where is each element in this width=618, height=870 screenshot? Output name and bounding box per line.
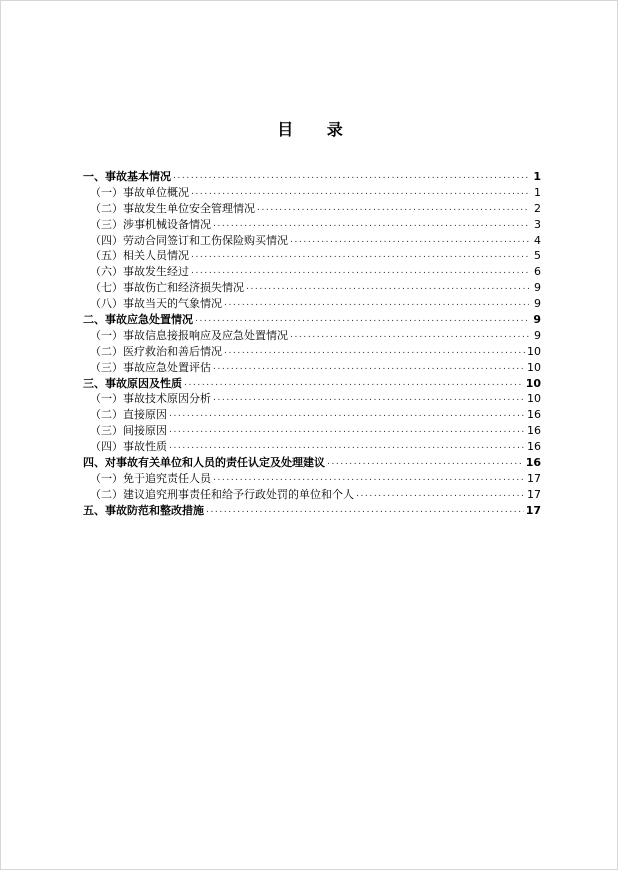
toc-page-number: 16 <box>527 440 541 454</box>
toc-subsection-entry[interactable] <box>83 487 541 503</box>
toc-entry-label: （一）免于追究责任人员 <box>90 471 211 485</box>
toc-dot-leader <box>290 233 529 249</box>
toc-page-number: 1 <box>533 169 541 183</box>
toc-entry-label: （一）事故单位概况 <box>90 185 189 199</box>
toc-entry-label: （七）事故伤亡和经济损失情况 <box>90 281 244 295</box>
toc-subsection-entry[interactable] <box>83 217 541 233</box>
toc-entry-label: （四）事故性质 <box>90 440 167 454</box>
toc-page-number: 1 <box>534 185 541 199</box>
toc-page-number: 17 <box>527 487 541 501</box>
toc-dot-leader <box>213 217 529 233</box>
toc-entry-label: （八）事故当天的气象情况 <box>90 297 222 311</box>
toc-dot-leader <box>169 407 525 423</box>
toc-entry-label: （三）涉事机械设备情况 <box>90 217 211 231</box>
toc-entry-label: （二）建议追究刑事责任和给予行政处罚的单位和个人 <box>90 487 354 501</box>
toc-subsection-entry[interactable] <box>83 185 541 201</box>
toc-page-number: 16 <box>527 424 541 438</box>
toc-entry-label: （三）事故应急处置评估 <box>90 360 211 374</box>
toc-page-number: 9 <box>533 313 541 326</box>
toc-dot-leader <box>169 423 525 439</box>
table-of-contents <box>83 169 541 519</box>
toc-subsection-entry[interactable] <box>83 233 541 249</box>
toc-dot-leader <box>257 201 529 217</box>
toc-entry-label: 二、事故应急处置情况 <box>83 313 193 326</box>
toc-section-entry[interactable] <box>83 169 541 185</box>
toc-entry-label: （二）直接原因 <box>90 408 167 422</box>
toc-entry-label: （二）事故发生单位安全管理情况 <box>90 201 255 215</box>
toc-dot-leader <box>184 376 524 392</box>
toc-dot-leader <box>206 503 524 519</box>
toc-section-entry[interactable] <box>83 503 541 519</box>
toc-page-number: 17 <box>525 503 541 517</box>
toc-dot-leader <box>224 344 525 360</box>
toc-entry-label: 三、事故原因及性质 <box>83 376 182 390</box>
toc-subsection-entry[interactable] <box>83 296 541 312</box>
toc-page-number: 10 <box>527 360 541 374</box>
toc-dot-leader <box>246 280 529 296</box>
toc-subsection-entry[interactable] <box>83 201 541 217</box>
toc-entry-label: （四）劳动合同签订和工伤保险购买情况 <box>90 233 288 247</box>
toc-page-number: 10 <box>527 344 541 358</box>
toc-dot-leader <box>356 487 525 503</box>
toc-entry-label: （二）医疗救治和善后情况 <box>90 344 222 358</box>
toc-entry-label: 一、事故基本情况 <box>83 169 171 183</box>
toc-page-number: 6 <box>534 265 541 279</box>
toc-subsection-entry[interactable] <box>83 248 541 264</box>
toc-dot-leader <box>173 169 529 185</box>
toc-subsection-entry[interactable] <box>83 264 541 280</box>
toc-page-number: 9 <box>534 281 541 295</box>
toc-subsection-entry[interactable] <box>83 280 541 296</box>
toc-subsection-entry[interactable] <box>83 328 541 344</box>
toc-subsection-entry[interactable] <box>83 407 541 423</box>
toc-page-number: 16 <box>527 408 541 422</box>
toc-page-number: 17 <box>527 471 541 485</box>
toc-entry-label: 五、事故防范和整改措施 <box>83 503 204 517</box>
toc-page-number: 9 <box>534 328 541 342</box>
toc-dot-leader <box>224 296 529 312</box>
toc-dot-leader <box>191 248 529 264</box>
toc-dot-leader <box>213 471 525 487</box>
toc-section-entry[interactable] <box>83 376 541 392</box>
toc-page-number: 10 <box>527 392 541 406</box>
toc-subsection-entry[interactable] <box>83 360 541 376</box>
toc-page-number: 2 <box>534 201 541 215</box>
toc-dot-leader <box>327 455 524 471</box>
toc-entry-label: （一）事故技术原因分析 <box>90 392 211 406</box>
toc-dot-leader <box>191 185 529 201</box>
toc-subsection-entry[interactable] <box>83 471 541 487</box>
toc-page-number: 16 <box>525 456 541 470</box>
toc-dot-leader <box>213 360 525 376</box>
toc-section-entry[interactable] <box>83 455 541 471</box>
toc-entry-label: （一）事故信息接报响应及应急处置情况 <box>90 328 288 342</box>
toc-subsection-entry[interactable] <box>83 344 541 360</box>
toc-subsection-entry[interactable] <box>83 439 541 455</box>
toc-subsection-entry[interactable] <box>83 391 541 407</box>
page-title: 目 录 <box>277 120 357 139</box>
toc-page-number: 5 <box>534 249 541 263</box>
toc-subsection-entry[interactable] <box>83 423 541 439</box>
toc-dot-leader <box>191 264 529 280</box>
toc-dot-leader <box>213 391 525 407</box>
toc-page-number: 9 <box>534 297 541 311</box>
toc-page-number: 3 <box>534 217 541 231</box>
toc-entry-label: （五）相关人员情况 <box>90 249 189 263</box>
toc-dot-leader <box>195 312 529 328</box>
toc-entry-label: （六）事故发生经过 <box>90 265 189 279</box>
toc-dot-leader <box>169 439 525 455</box>
toc-page-number: 4 <box>534 233 541 247</box>
toc-dot-leader <box>290 328 529 344</box>
toc-entry-label: （三）间接原因 <box>90 424 167 438</box>
toc-section-entry[interactable] <box>83 312 541 328</box>
toc-entry-label: 四、对事故有关单位和人员的责任认定及处理建议 <box>83 456 325 470</box>
toc-page-number: 10 <box>525 376 541 390</box>
